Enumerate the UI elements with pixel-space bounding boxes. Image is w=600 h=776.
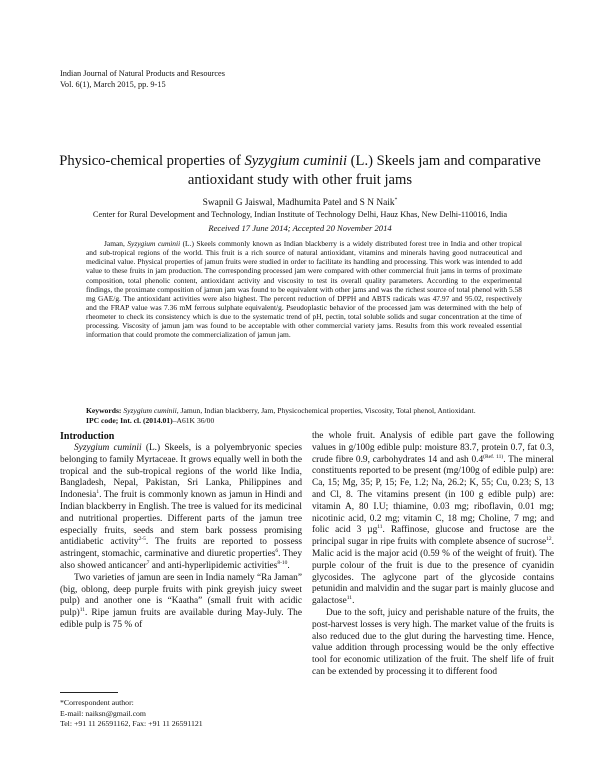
keywords-species: Syzygium cuminii xyxy=(123,406,177,415)
ref-sup: 11 xyxy=(346,595,353,602)
keywords-label: Keywords: xyxy=(86,406,122,415)
footnote-rule xyxy=(60,692,118,693)
intro-species: Syzygium cuminii xyxy=(74,443,142,453)
right-text-a: the whole fruit. Analysis of edible part gave the following values in g/100g edible pulp: moisture 83.7, protein 0.7, fat 0.3, crude fibre 0.9, carbohydrates 14 and ash 0.4 xyxy=(312,431,554,465)
right-paragraph-1 xyxy=(312,431,554,608)
received-dates: Received 17 June 2014; Accepted 20 November 2014 xyxy=(208,223,392,233)
keywords-list: , Jamun, Indian blackberry, Jam, Physicochemical properties, Viscosity, Total phenol, Antioxidant. xyxy=(176,406,476,415)
ref-sup: 11 xyxy=(377,524,383,531)
title-species: Syzygium cuminii xyxy=(244,153,348,169)
ref-sup: 1 xyxy=(96,489,100,496)
ipc-code xyxy=(86,416,522,426)
ref-sup: 6 xyxy=(275,548,279,555)
right-text-c: . Raffinose, glucose and fructose are the principal sugar in ripe fruits with complete absence of sucrose xyxy=(312,525,554,548)
ref-sup: (Ref. 11) xyxy=(483,453,504,460)
right-paragraph-2: Due to the soft, juicy and perishable nature of the fruits, the post-harvest losses is very high. The market value of the fruits is also reduced due to the glut during the harvesting time. Hence, value addition through processing would be the only effective tool for economic utilization of the fruit. The shelf life of fruit can be extended by processing it to different food xyxy=(312,607,554,677)
journal-issue: Vol. 6(1), March 2015, pp. 9-15 xyxy=(60,79,166,89)
intro2-text-b: . Ripe jamun fruits are available during May-July. The edible pulp is 75 % of xyxy=(60,608,302,630)
right-text-e: . xyxy=(352,596,355,607)
author-list xyxy=(40,198,560,208)
left-column xyxy=(60,431,302,632)
title-part-2: (L.) Skeels jam and comparative antioxidant study with other fruit jams xyxy=(187,153,541,188)
abstract-body: (L.) Skeels commonly known as Indian blackberry is a widely distributed forest tree in India and other tropical and sub-tropical regions of the world. This fruit is a rich source of natural antioxidant, vitamins and minerals having good nutraceutical and medicinal value. Physical properties of jamun fruits were studied in order to facilitate its handling and processing. This work was intended to add value to these fruits in jam production. The corresponding processed jam were compared with other commercial fruit jams in terms of proximate composition, total phenolic content, antioxidant activity and viscosity to test its overall quality parameters. According to the experimental findings, the proximate composition of jamun jam was found to be equivalent with other jams and was the richest source of total phenol with 5.58 mg GAE/g. The antioxidant activities were also highest. The percent reduction of DPPH and ABTS radicals was 47.97 and 95.02, respectively and the FRAP value was 7.36 mM ferrous sulphate equivalent/g. Pseudoplastic behavior of the processed jam was determined with the help of rheometer to check its consistency which is due to the systematic trend of pH, pectin, total soluble solids and sugar concentration at the time of processing. Viscosity of jamun jam was found to be acceptable with other commercial variety jams. Results from this work revealed essential information that could promote the commercialization of jamun jam. xyxy=(86,239,522,340)
intro-paragraph-2 xyxy=(60,573,302,632)
intro-text-b: . The fruit is commonly known as jamun in Hindi and Indian blackberry in English. The tree is valued for its medicinal and nutritional properties. Different parts of the jamun tree especially fruits, seeds and stem bark possess promising antidiabetic activity xyxy=(60,490,302,548)
keywords xyxy=(86,406,522,416)
ref-sup: 11 xyxy=(79,607,86,614)
intro-text-f: . xyxy=(287,560,290,571)
journal-header xyxy=(60,69,225,90)
right-text-d: . Malic acid is the major acid (0.59 % of the weight of fruit). The purple colour of the fruit is due to the presence of cyanidin glycosides. The aglycone part of the glycoside contains petunidin and malvidin and the sugar part is mainly glucose and galactose xyxy=(312,537,554,607)
right-text-b: . The mineral constituents reported to be present (mg/100g of edible pulp) are: Ca, 15; Mg, 35; P, 15; Fe, 1.2; Na, 26.2; K, 55; Cu, 0.23; S, 13 and Cl, 8. The vitamins present (in 100 g edible pulp) are: vitamin A, 80 I.U; thiamine, 0.03 mg; riboflavin, 0.01 mg; nicotinic acid, 0.2 mg; vitamin C, 18 mg; Choline, 7 mg; and folic acid 3 µg xyxy=(312,454,554,536)
footnotes xyxy=(60,698,302,730)
ipc-label: IPC code; Int. cl. (2014.01) xyxy=(86,416,173,425)
corresponding-mark: * xyxy=(394,196,398,203)
journal-name: Indian Journal of Natural Products and Resources xyxy=(60,69,225,78)
author-names: Swapnil G Jaiswal, Madhumita Patel and S N Naik xyxy=(202,198,395,208)
intro-text-d: . They also showed anticancer xyxy=(60,549,303,571)
footnote-phone: Tel: +91 11 26591162, Fax: +91 11 26591121 xyxy=(60,719,203,728)
intro-text-a: (L.) Skeels, is a polyembryonic species belonging to family Myrtaceae. It grows equally well in both the tropical and the sub-tropical regions of the world like India, Bangladesh, Nepal, Pakistan, Sri Lanka, Philippines and Indonesia xyxy=(60,443,302,501)
intro-paragraph-1 xyxy=(60,443,302,573)
footnote-email: E-mail: naiksn@gmail.com xyxy=(60,708,146,718)
abstract-start: Jaman, xyxy=(104,239,128,248)
paper-title xyxy=(40,152,560,190)
abstract-species: Syzygium cuminii xyxy=(127,239,181,248)
title-part-1: Physico-chemical properties of xyxy=(59,153,245,169)
right-column xyxy=(312,431,554,679)
intro-text-e: and anti-hyperlipidemic activities xyxy=(149,560,278,571)
footnote-corresponding: *Correspondent author: xyxy=(60,698,134,707)
affiliation: Center for Rural Development and Technology, Indian Institute of Technology Delhi, Hauz Khas, New Delhi-110016, India xyxy=(92,210,508,219)
intro2-text-a: Two varieties of jamun are seen in India namely “Ra Jaman” (big, oblong, deep purple fruits with pink greyish juicy sweet pulp) and another one is “Kaatha” (small fruit with acidic pulp) xyxy=(60,572,302,619)
ref-sup: 7 xyxy=(146,559,150,566)
intro-text-c: . The fruits are reported to possess astringent, stomachic, carminative and diuretic properties xyxy=(60,537,302,560)
ref-sup: 2-5 xyxy=(138,536,146,543)
ref-sup: 12 xyxy=(546,536,552,543)
abstract xyxy=(86,239,522,339)
ref-sup: 8-10 xyxy=(277,559,288,566)
ipc-value: –A61K 36/00 xyxy=(172,416,215,425)
introduction-heading: Introduction xyxy=(60,431,115,442)
